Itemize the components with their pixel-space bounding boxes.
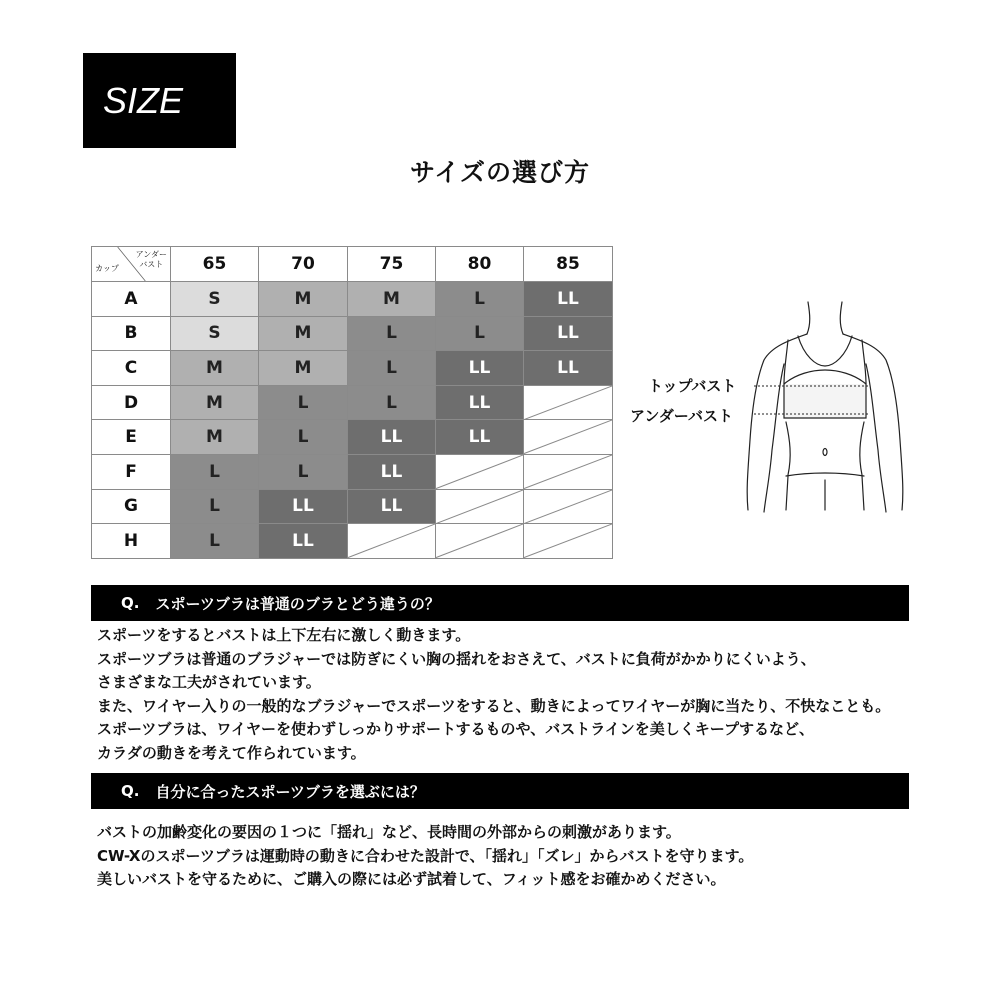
table-row — [92, 316, 613, 351]
table-header-row — [92, 247, 613, 282]
faq-answer-line: さまざまな工夫がされています。 — [97, 673, 321, 692]
row-header-cup: D — [92, 385, 171, 420]
unavailable-diagonal — [524, 524, 612, 558]
table-row — [92, 454, 613, 489]
size-cell: M — [259, 351, 348, 386]
size-cell: M — [259, 316, 348, 351]
size-cell-unavailable — [524, 524, 613, 559]
unavailable-diagonal — [436, 524, 523, 558]
size-cell: M — [259, 282, 348, 317]
bust-measurement-figure — [620, 300, 920, 515]
size-cell-unavailable — [436, 454, 524, 489]
faq-answer-line: スポーツブラは普通のブラジャーでは防ぎにくい胸の揺れをおさえて、バストに負荷がかかりにくいよう、 — [97, 649, 816, 668]
size-badge — [83, 53, 236, 148]
corner-under-label-line1: アンダー — [135, 250, 167, 259]
size-cell-unavailable — [524, 385, 613, 420]
faq-answer-line: また、ワイヤー入りの一般的なブラジャーでスポーツをすると、動きによってワイヤーが胸に当たり、不快なことも。 — [97, 696, 891, 715]
unavailable-diagonal — [524, 386, 612, 420]
page-title: サイズの選び方 — [409, 158, 590, 187]
size-cell-unavailable — [348, 524, 436, 559]
size-cell: L — [171, 524, 259, 559]
corner-under-label-line2: バスト — [139, 260, 164, 269]
row-header-cup: F — [92, 454, 171, 489]
size-cell: L — [259, 385, 348, 420]
size-cell: M — [171, 385, 259, 420]
row-header-cup: G — [92, 489, 171, 524]
faq-answer-line: カラダの動きを考えて作られています。 — [97, 743, 366, 762]
size-cell: LL — [348, 420, 436, 455]
column-header: 85 — [524, 247, 613, 282]
size-cell: LL — [259, 524, 348, 559]
size-cell: M — [171, 351, 259, 386]
faq-answer-line: 美しいバストを守るために、ご購入の際には必ず試着して、フィット感をお確かめください。 — [97, 870, 726, 889]
size-table — [91, 246, 613, 559]
top-bust-label: トップバスト — [648, 377, 737, 395]
size-cell: LL — [524, 351, 613, 386]
size-cell: LL — [436, 351, 524, 386]
row-header-cup: H — [92, 524, 171, 559]
corner-under-label — [136, 250, 167, 270]
size-cell: LL — [436, 420, 524, 455]
size-cell-unavailable — [524, 454, 613, 489]
faq-q-mark: Q. — [121, 594, 140, 612]
table-row — [92, 282, 613, 317]
size-cell: S — [171, 316, 259, 351]
size-cell: LL — [524, 282, 613, 317]
unavailable-diagonal — [348, 524, 435, 558]
table-row — [92, 524, 613, 559]
row-header-cup: A — [92, 282, 171, 317]
column-header: 70 — [259, 247, 348, 282]
size-cell: L — [348, 316, 436, 351]
unavailable-diagonal — [524, 455, 612, 489]
faq-question-bar — [91, 585, 909, 621]
faq-answer-line: CW-Xのスポーツブラは運動時の動きに合わせた設計で、「揺れ」「ズレ」からバストを守ります。 — [97, 846, 754, 865]
unavailable-diagonal — [436, 490, 523, 524]
row-header-cup: C — [92, 351, 171, 386]
size-cell: L — [171, 454, 259, 489]
size-cell: LL — [524, 316, 613, 351]
size-cell-unavailable — [524, 420, 613, 455]
unavailable-diagonal — [524, 490, 612, 524]
table-row — [92, 489, 613, 524]
faq-answer-line: スポーツをするとバストは上下左右に激しく動きます。 — [97, 626, 471, 644]
unavailable-diagonal — [524, 420, 612, 454]
column-header: 80 — [436, 247, 524, 282]
size-cell: LL — [436, 385, 524, 420]
faq-question: スポーツブラは普通のブラとどう違うの？ — [155, 594, 440, 613]
table-corner-cell — [92, 247, 171, 282]
size-cell: L — [259, 454, 348, 489]
table-row — [92, 351, 613, 386]
row-header-cup: B — [92, 316, 171, 351]
column-header: 75 — [348, 247, 436, 282]
size-cell: S — [171, 282, 259, 317]
size-cell: LL — [348, 454, 436, 489]
row-header-cup: E — [92, 420, 171, 455]
size-cell: L — [436, 316, 524, 351]
size-cell: M — [348, 282, 436, 317]
size-cell: LL — [348, 489, 436, 524]
size-cell-unavailable — [524, 489, 613, 524]
size-cell-unavailable — [436, 489, 524, 524]
size-badge-label: SIZE — [103, 79, 184, 121]
size-cell: L — [259, 420, 348, 455]
faq-answer — [97, 624, 967, 766]
size-cell: L — [171, 489, 259, 524]
size-cell: LL — [259, 489, 348, 524]
unavailable-diagonal — [436, 455, 523, 489]
size-cell: L — [348, 351, 436, 386]
corner-cup-label: カップ — [95, 264, 119, 273]
faq-answer-line: バストの加齢変化の要因の１つに「揺れ」など、長時間の外部からの刺激があります。 — [97, 823, 681, 841]
faq-question: 自分に合ったスポーツブラを選ぶには？ — [155, 782, 425, 801]
faq-answer-line: スポーツブラは、ワイヤーを使わずしっかりサポートするものや、バストラインを美しくキープするなど、 — [97, 720, 815, 739]
faq-q-mark: Q. — [121, 782, 140, 800]
size-cell: M — [171, 420, 259, 455]
faq-answer — [97, 821, 967, 892]
under-bust-label: アンダーバスト — [630, 407, 734, 425]
table-row — [92, 385, 613, 420]
size-cell: L — [348, 385, 436, 420]
faq-question-bar — [91, 773, 909, 809]
table-row — [92, 420, 613, 455]
size-cell-unavailable — [436, 524, 524, 559]
size-cell: L — [436, 282, 524, 317]
column-header: 65 — [171, 247, 259, 282]
